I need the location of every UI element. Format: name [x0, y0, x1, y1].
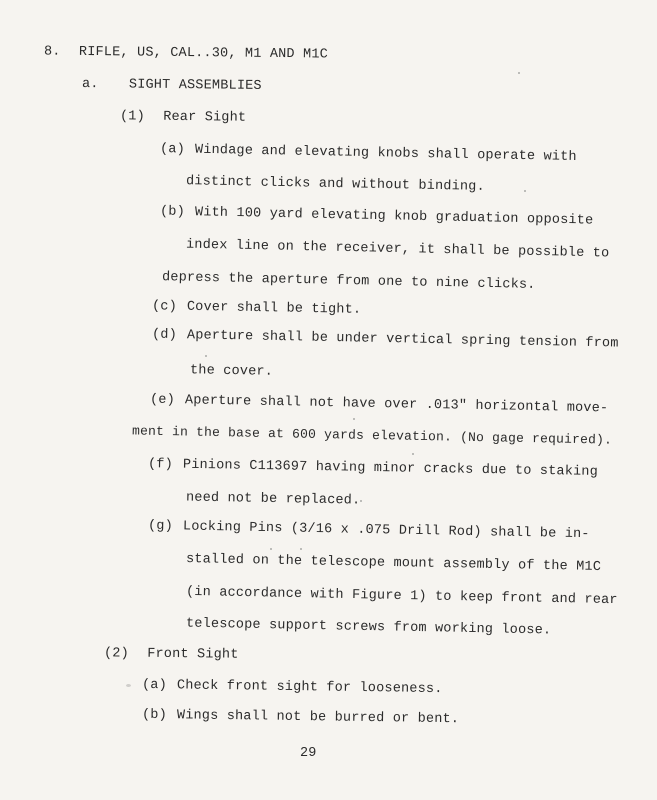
scan-speck: [353, 418, 355, 420]
rear-item-a-marker: (a): [159, 142, 186, 158]
rear-item-b-line-3: depress the aperture from one to nine clicks.: [161, 270, 536, 293]
front-sight-title: Front Sight: [147, 646, 239, 663]
front-item-a-line-1: (a) Check front sight for looseness.: [141, 677, 443, 698]
rear-item-f-line-1: (f) Pinions C113697 having minor cracks due to staking: [147, 457, 599, 480]
rear-item-f-line-2: need not be replaced.: [185, 490, 361, 509]
rear-sight-marker: (1): [119, 109, 145, 125]
front-item-b-marker: (b): [141, 707, 168, 724]
rear-item-g-line-4: telescope support screws from working loose.: [185, 616, 552, 639]
scan-speck: [360, 500, 362, 502]
scan-speck: [518, 72, 520, 74]
rear-item-a-line-2: distinct clicks and without binding.: [185, 174, 485, 195]
scan-speck: [300, 548, 302, 550]
scan-speck: [126, 684, 131, 687]
rear-sight-title: Rear Sight: [163, 109, 247, 126]
rear-item-e-marker: (e): [149, 392, 176, 409]
rear-item-d-line-2: the cover.: [189, 363, 274, 380]
front-sight-marker: (2): [103, 646, 129, 662]
scan-speck: [524, 190, 526, 192]
rear-item-f-marker: (f): [147, 457, 174, 473]
subsection-heading: [82, 77, 262, 95]
rear-item-e-line-1: (e) Aperture shall not have over .013" horizontal move-: [149, 392, 609, 417]
front-item-a-marker: (a): [141, 677, 168, 694]
rear-item-g-line-2: stalled on the telescope mount assembly of the M1C: [185, 552, 602, 575]
rear-item-b-line-1: (b) With 100 yard elevating knob graduation opposite: [159, 204, 594, 229]
front-item-b-line-1: (b) Wings shall not be burred or bent.: [141, 707, 460, 728]
page-number: 29: [300, 746, 317, 761]
rear-sight-heading: [120, 109, 246, 126]
rear-item-c-marker: (c): [151, 299, 178, 315]
rear-item-g-line-3: (in accordance with Figure 1) to keep front and rear: [185, 584, 618, 609]
rear-item-b-line-2: index line on the receiver, it shall be possible to: [185, 237, 610, 262]
rear-item-a-line-1: (a) Windage and elevating knobs shall operate with: [159, 142, 577, 165]
section-number: 8.: [43, 44, 61, 60]
section-title: RIFLE, US, CAL..30, M1 AND M1C: [78, 44, 329, 63]
rear-item-g-marker: (g): [147, 518, 174, 535]
front-sight-heading: [104, 646, 239, 663]
rear-item-d-line-1: (d) Aperture shall be under vertical spring tension from: [151, 327, 619, 352]
rear-item-c-line-1: (c) Cover shall be tight.: [151, 299, 362, 318]
rear-item-d-marker: (d): [151, 327, 178, 343]
section-heading: [44, 45, 328, 64]
subsection-marker: a.: [81, 77, 99, 93]
rear-item-g-line-1: (g) Locking Pins (3/16 x .075 Drill Rod) shall be in-: [147, 518, 590, 543]
rear-item-e-line-2: ment in the base at 600 yards elevation. (No gage required).: [131, 423, 613, 448]
scan-speck: [270, 548, 272, 550]
scan-speck: [205, 355, 207, 357]
scan-speck: [412, 453, 414, 455]
subsection-title: SIGHT ASSEMBLIES: [128, 77, 262, 94]
rear-item-b-marker: (b): [159, 204, 186, 220]
